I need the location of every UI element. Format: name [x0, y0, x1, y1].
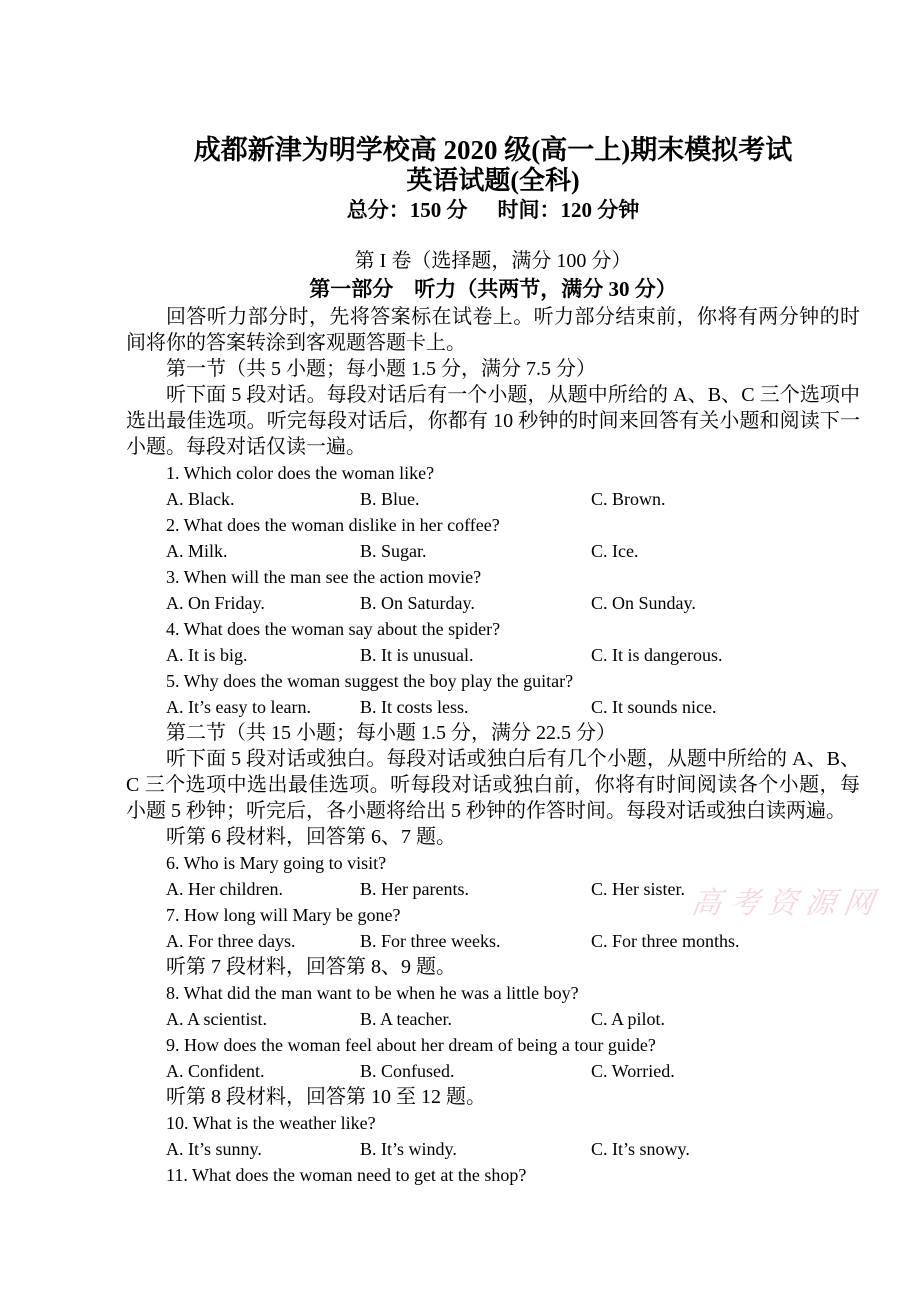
- question-4: [126, 616, 860, 668]
- question-text: 8. What did the man want to be when he was a little boy?: [166, 983, 579, 1003]
- options-row: [126, 876, 860, 902]
- option-a: A. It’s sunny.: [166, 1139, 262, 1159]
- options-row: [126, 1136, 860, 1162]
- question-text: 7. How long will Mary be gone?: [166, 905, 401, 925]
- option-a: A. On Friday.: [166, 593, 265, 613]
- option-b: B. It is unusual.: [360, 645, 474, 665]
- question-text: 9. How does the woman feel about her dream of being a tour guide?: [166, 1035, 656, 1055]
- question-text: 5. Why does the woman suggest the boy play the guitar?: [166, 671, 574, 691]
- option-c: C. Ice.: [591, 541, 639, 561]
- options-row: [126, 590, 860, 616]
- question-text: 6. Who is Mary going to visit?: [166, 853, 387, 873]
- exam-content: [126, 134, 860, 1188]
- question-text: 1. Which color does the woman like?: [166, 463, 435, 483]
- option-b: B. Sugar.: [360, 541, 427, 561]
- option-b: B. Confused.: [360, 1061, 455, 1081]
- option-a: A. Milk.: [166, 541, 228, 561]
- listening-instructions: 回答听力部分时，先将答案标在试卷上。听力部分结束前，你将有两分钟的时间将你的答案转涂到客观题答题卡上。: [126, 306, 860, 354]
- option-c: C. It sounds nice.: [591, 697, 717, 717]
- option-c: C. Worried.: [591, 1061, 675, 1081]
- question-3: [126, 564, 860, 616]
- option-b: B. It’s windy.: [360, 1139, 457, 1159]
- section1-heading: 第一节（共 5 小题；每小题 1.5 分，满分 7.5 分）: [166, 358, 596, 380]
- options-row: [126, 694, 860, 720]
- question-1: [126, 460, 860, 512]
- question-text: 3. When will the man see the action movie?: [166, 567, 482, 587]
- option-a: A. For three days.: [166, 931, 296, 951]
- question-text: 4. What does the woman say about the spider?: [166, 619, 501, 639]
- options-row: [126, 1058, 860, 1084]
- total-score: 总分：150 分: [346, 198, 468, 222]
- question-text: 10. What is the weather like?: [166, 1113, 376, 1133]
- options-row: [126, 928, 860, 954]
- volume-heading: 第 I 卷（选择题，满分 100 分）: [354, 250, 632, 272]
- question-2: [126, 512, 860, 564]
- options-row: [126, 642, 860, 668]
- question-10: [126, 1110, 860, 1162]
- option-c: C. A pilot.: [591, 1009, 666, 1029]
- option-b: B. Blue.: [360, 489, 420, 509]
- question-8: [126, 980, 860, 1032]
- option-b: B. It costs less.: [360, 697, 469, 717]
- material-note-6: 听第 6 段材料，回答第 6、7 题。: [166, 826, 456, 848]
- question-6: [126, 850, 860, 902]
- option-c: C. It’s snowy.: [591, 1139, 690, 1159]
- exam-duration: 时间：120 分钟: [497, 198, 640, 222]
- option-c: C. It is dangerous.: [591, 645, 723, 665]
- question-5: [126, 668, 860, 720]
- option-b: B. For three weeks.: [360, 931, 501, 951]
- option-a: A. It is big.: [166, 645, 248, 665]
- options-row: [126, 1006, 860, 1032]
- option-c: C. Her sister.: [591, 879, 685, 899]
- question-9: [126, 1032, 860, 1084]
- option-a: A. A scientist.: [166, 1009, 268, 1029]
- option-b: B. On Saturday.: [360, 593, 475, 613]
- score-time-line: [126, 196, 860, 224]
- material-note-8: 听第 8 段材料，回答第 10 至 12 题。: [166, 1086, 486, 1108]
- material-note-7: 听第 7 段材料，回答第 8、9 题。: [166, 956, 456, 978]
- options-row: [126, 486, 860, 512]
- section1-instructions: 听下面 5 段对话。每段对话后有一个小题，从题中所给的 A、B、C 三个选项中选出最佳选项。听完每段对话后，你都有 10 秒钟的时间来回答有关小题和阅读下一小题。每段对话仅读一遍。: [126, 384, 860, 458]
- option-c: C. Brown.: [591, 489, 666, 509]
- option-c: C. For three months.: [591, 931, 740, 951]
- option-a: A. It’s easy to learn.: [166, 697, 311, 717]
- option-c: C. On Sunday.: [591, 593, 696, 613]
- exam-subtitle: 英语试题(全科): [406, 166, 580, 195]
- part1-heading: 第一部分 听力（共两节，满分 30 分）: [309, 277, 677, 301]
- question-text: 2. What does the woman dislike in her coffee?: [166, 515, 500, 535]
- option-a: A. Her children.: [166, 879, 283, 899]
- site-watermark: 高考资源网: [689, 887, 884, 920]
- option-b: B. Her parents.: [360, 879, 469, 899]
- option-a: A. Confident.: [166, 1061, 265, 1081]
- section2-instructions: 听下面 5 段对话或独白。每段对话或独白后有几个小题，从题中所给的 A、B、C 三个选项中选出最佳选项。听每段对话或独白前，你将有时间阅读各个小题，每小题 5 秒钟；听完后，各小题将给出 5 秒钟的作答时间。每段对话或独白读两遍。: [126, 748, 860, 822]
- option-b: B. A teacher.: [360, 1009, 452, 1029]
- section2-heading: 第二节（共 15 小题；每小题 1.5 分，满分 22.5 分）: [166, 722, 616, 744]
- question-7: [126, 902, 860, 954]
- question-text: 11. What does the woman need to get at the shop?: [166, 1165, 527, 1185]
- exam-title: 成都新津为明学校高 2020 级(高一上)期末模拟考试: [193, 135, 793, 165]
- option-a: A. Black.: [166, 489, 235, 509]
- question-11: [126, 1162, 860, 1188]
- options-row: [126, 538, 860, 564]
